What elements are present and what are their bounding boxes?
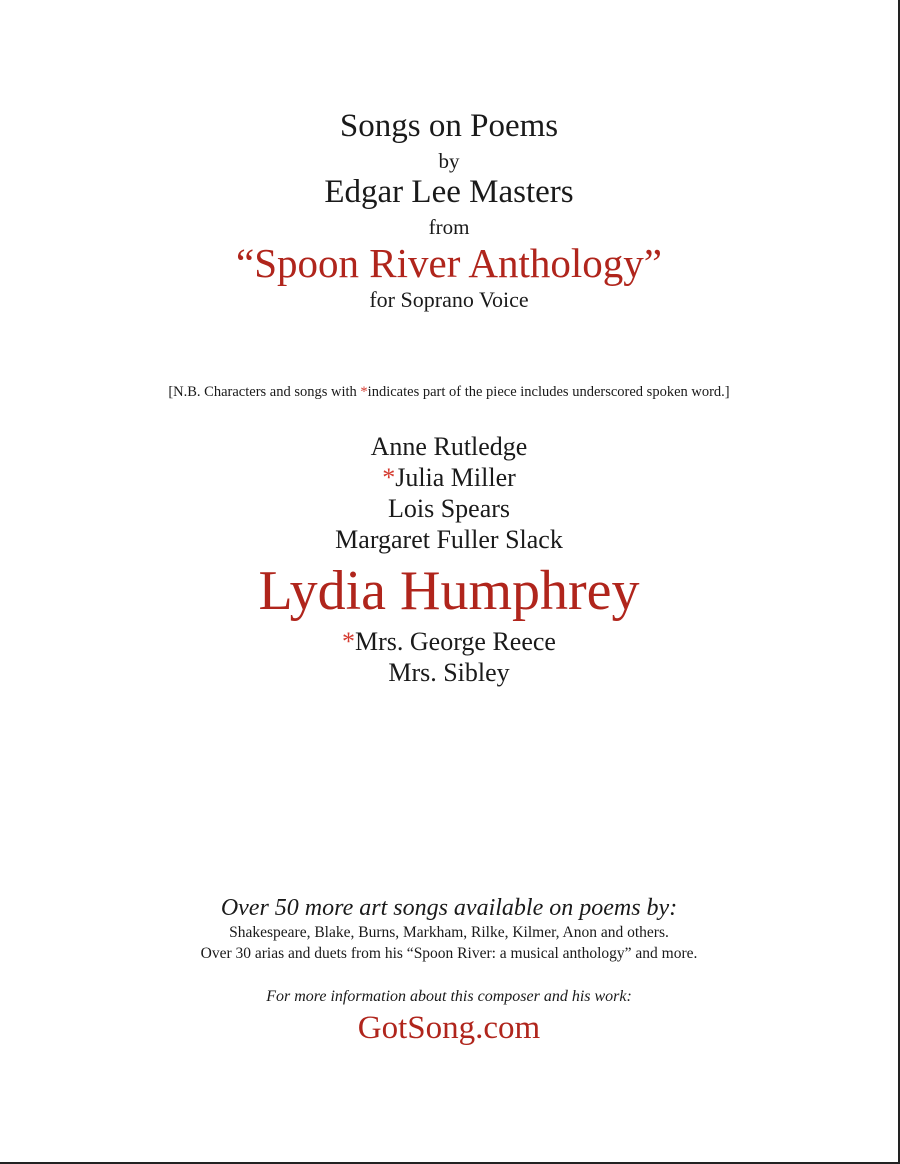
note-suffix: indicates part of the piece includes underscored spoken word.] — [367, 384, 730, 400]
featured-song-title — [0, 560, 898, 622]
collection-title: Songs on Poems — [339, 108, 559, 144]
spoken-word-note — [0, 385, 898, 400]
song-title-text: Margaret Fuller Slack — [335, 525, 563, 554]
arias-note: Over 30 arias and duets from his “Spoon River: a musical anthology” and more. — [200, 945, 698, 962]
more-songs-heading: Over 50 more art songs available on poems by: — [220, 895, 678, 921]
song-title — [0, 660, 898, 686]
song-title-text: Lois Spears — [387, 494, 511, 523]
asterisk-marker: * — [360, 384, 368, 400]
song-title-text: Lydia Humphrey — [258, 560, 640, 622]
source-work-title: “Spoon River Anthology” — [236, 240, 662, 286]
poets-list: Shakespeare, Blake, Burns, Markham, Rilke, Kilmer, Anon and others. — [229, 924, 669, 941]
song-title-text: Julia Miller — [395, 463, 516, 492]
song-title — [0, 465, 898, 491]
song-title-text: Mrs. George Reece — [355, 627, 556, 656]
song-title — [0, 434, 898, 460]
from-label: from — [428, 215, 470, 239]
song-title-text: Anne Rutledge — [370, 432, 528, 461]
song-title — [0, 629, 898, 655]
info-heading: For more information about this composer and his work: — [266, 988, 632, 1005]
poet-name: Edgar Lee Masters — [324, 174, 574, 210]
song-title-text: Mrs. Sibley — [388, 658, 510, 687]
website-link[interactable]: GotSong.com — [357, 1010, 541, 1046]
asterisk-marker: * — [342, 627, 356, 656]
song-title — [0, 527, 898, 553]
song-title — [0, 496, 898, 522]
asterisk-marker: * — [382, 463, 396, 492]
voice-type: for Soprano Voice — [369, 287, 529, 312]
by-label: by — [438, 149, 460, 173]
note-prefix: [N.B. Characters and songs with — [168, 384, 361, 400]
